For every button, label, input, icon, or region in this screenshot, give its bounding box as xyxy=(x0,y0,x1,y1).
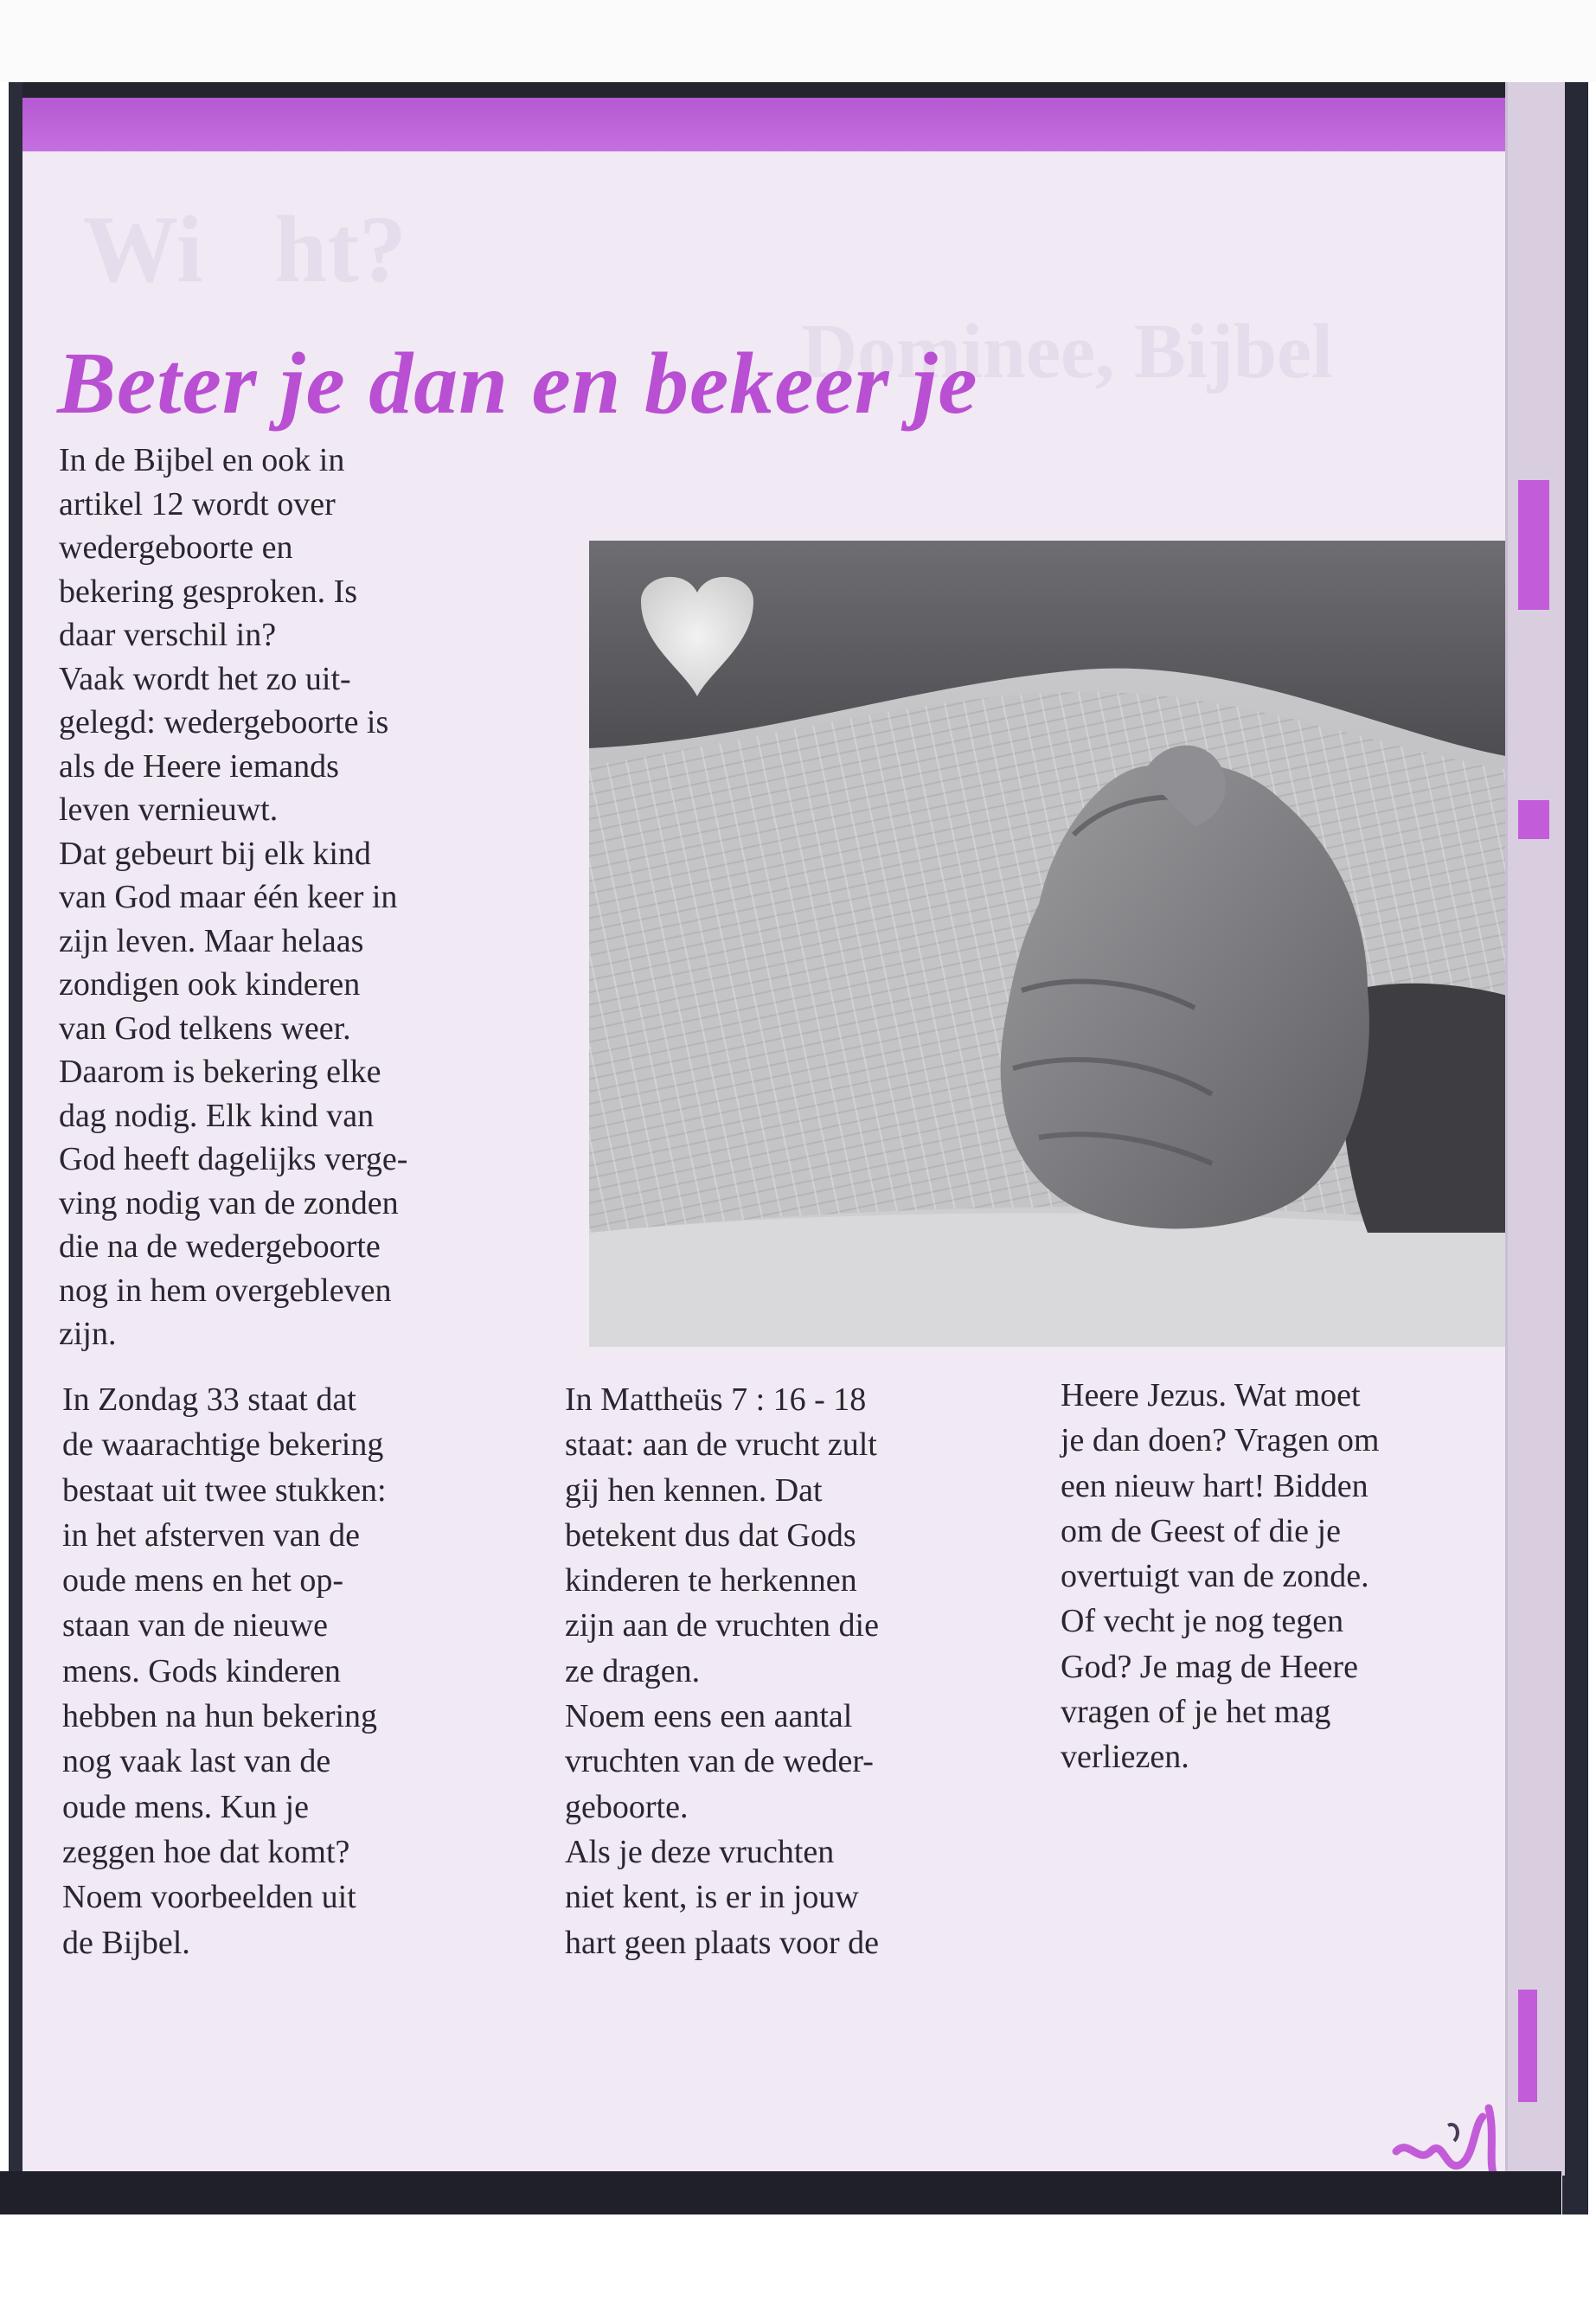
text-line: nog in hem overgebleven xyxy=(59,1272,392,1309)
text-line: bekering gesproken. Is xyxy=(59,573,358,610)
column-2 xyxy=(565,1377,1032,1965)
text-line: gij hen kennen. Dat xyxy=(565,1471,823,1509)
scan-background xyxy=(0,0,1596,82)
text-line: zijn leven. Maar helaas xyxy=(59,922,364,959)
book-bottom-edge xyxy=(0,2171,1561,2214)
text-line: de Bijbel. xyxy=(62,1924,190,1961)
text-line: hart geen plaats voor de xyxy=(565,1924,879,1961)
text-line: zijn aan de vruchten die xyxy=(565,1607,879,1644)
text-line: een nieuw hart! Bidden xyxy=(1061,1467,1368,1504)
text-line: Daarom is bekering elke xyxy=(59,1054,381,1090)
text-line: die na de wedergeboorte xyxy=(59,1228,381,1265)
intro-paragraph xyxy=(59,439,543,1356)
text-line: hebben na hun bekering xyxy=(62,1698,378,1735)
text-line: verliezen. xyxy=(1061,1739,1189,1776)
text-line: overtuigt van de zonde. xyxy=(1061,1558,1369,1595)
text-line: In Mattheüs 7 : 16 - 18 xyxy=(565,1381,867,1418)
text-line: In Zondag 33 staat dat xyxy=(62,1381,356,1418)
column-3 xyxy=(1061,1373,1528,1780)
text-line: staan van de nieuwe xyxy=(62,1607,329,1644)
text-line: oude mens. Kun je xyxy=(62,1788,309,1825)
right-page-edge xyxy=(1505,82,1565,2176)
text-line: je dan doen? Vragen om xyxy=(1061,1422,1380,1459)
text-line: geboorte. xyxy=(565,1788,689,1825)
text-line: bestaat uit twee stukken: xyxy=(62,1471,387,1509)
text-line: staat: aan de vrucht zult xyxy=(565,1426,877,1464)
text-line: betekent dus dat Gods xyxy=(565,1516,856,1554)
text-line: oude mens en het op- xyxy=(62,1562,344,1599)
text-line: zijn. xyxy=(59,1316,117,1352)
text-line: Heere Jezus. Wat moet xyxy=(1061,1377,1361,1413)
book-cover-edge xyxy=(1562,82,1588,2214)
text-line: Noem voorbeelden uit xyxy=(62,1879,356,1916)
show-through-ghost: Dominee, Bijbel xyxy=(801,309,1333,394)
right-edge-tab xyxy=(1518,480,1549,610)
text-line: van God maar één keer in xyxy=(59,879,398,915)
text-line: nog vaak last van de xyxy=(62,1743,331,1780)
scan-background xyxy=(0,2214,1596,2301)
right-edge-tab xyxy=(1518,800,1549,839)
text-line: In de Bijbel en ook in xyxy=(59,442,345,478)
article-title: Beter je dan en bekeer je xyxy=(57,335,978,433)
text-line: als de Heere iemands xyxy=(59,747,339,785)
text-line: om de Geest of die je xyxy=(1061,1512,1341,1549)
text-line: Als je deze vruchten xyxy=(565,1833,835,1870)
text-line: Noem eens een aantal xyxy=(565,1698,853,1735)
text-line: gelegd: wedergeboorte is xyxy=(59,704,389,740)
show-through-ghost: Wi ht? xyxy=(83,196,407,302)
text-line: de waarachtige bekering xyxy=(62,1426,384,1464)
text-line: ving nodig van de zonden xyxy=(59,1184,399,1221)
text-line: God heeft dagelijks verge- xyxy=(59,1141,408,1177)
text-line: zeggen hoe dat komt? xyxy=(62,1833,350,1870)
column-1 xyxy=(62,1377,529,1965)
top-purple-band xyxy=(22,98,1519,151)
text-line: mens. Gods kinderen xyxy=(62,1652,341,1689)
text-line: van God telkens weer. xyxy=(59,1009,351,1047)
text-line: in het afsterven van de xyxy=(62,1516,360,1554)
text-line: zondigen ook kinderen xyxy=(59,966,361,1003)
right-edge-tab xyxy=(1518,1990,1537,2102)
text-line: wedergeboorte en xyxy=(59,529,293,566)
text-line: kinderen te herkennen xyxy=(565,1562,857,1599)
text-line: God? Je mag de Heere xyxy=(1061,1648,1358,1685)
text-line: artikel 12 wordt over xyxy=(59,485,336,522)
text-line: leven vernieuwt. xyxy=(59,792,279,828)
text-line: Dat gebeurt bij elk kind xyxy=(59,835,371,872)
text-line: vruchten van de weder- xyxy=(565,1743,874,1780)
book-spine-edge xyxy=(9,82,22,2214)
praying-hands-photo xyxy=(589,541,1541,1347)
text-line: vragen of je het mag xyxy=(1061,1694,1331,1731)
text-line: Of vecht je nog tegen xyxy=(1061,1603,1344,1640)
text-line: ze dragen. xyxy=(565,1652,701,1689)
text-line: Vaak wordt het zo uit- xyxy=(59,660,351,697)
text-line: niet kent, is er in jouw xyxy=(565,1879,859,1916)
magazine-page xyxy=(22,82,1562,2176)
top-dark-band xyxy=(22,82,1562,98)
text-line: daar verschil in? xyxy=(59,617,277,653)
text-line: dag nodig. Elk kind van xyxy=(59,1097,375,1134)
